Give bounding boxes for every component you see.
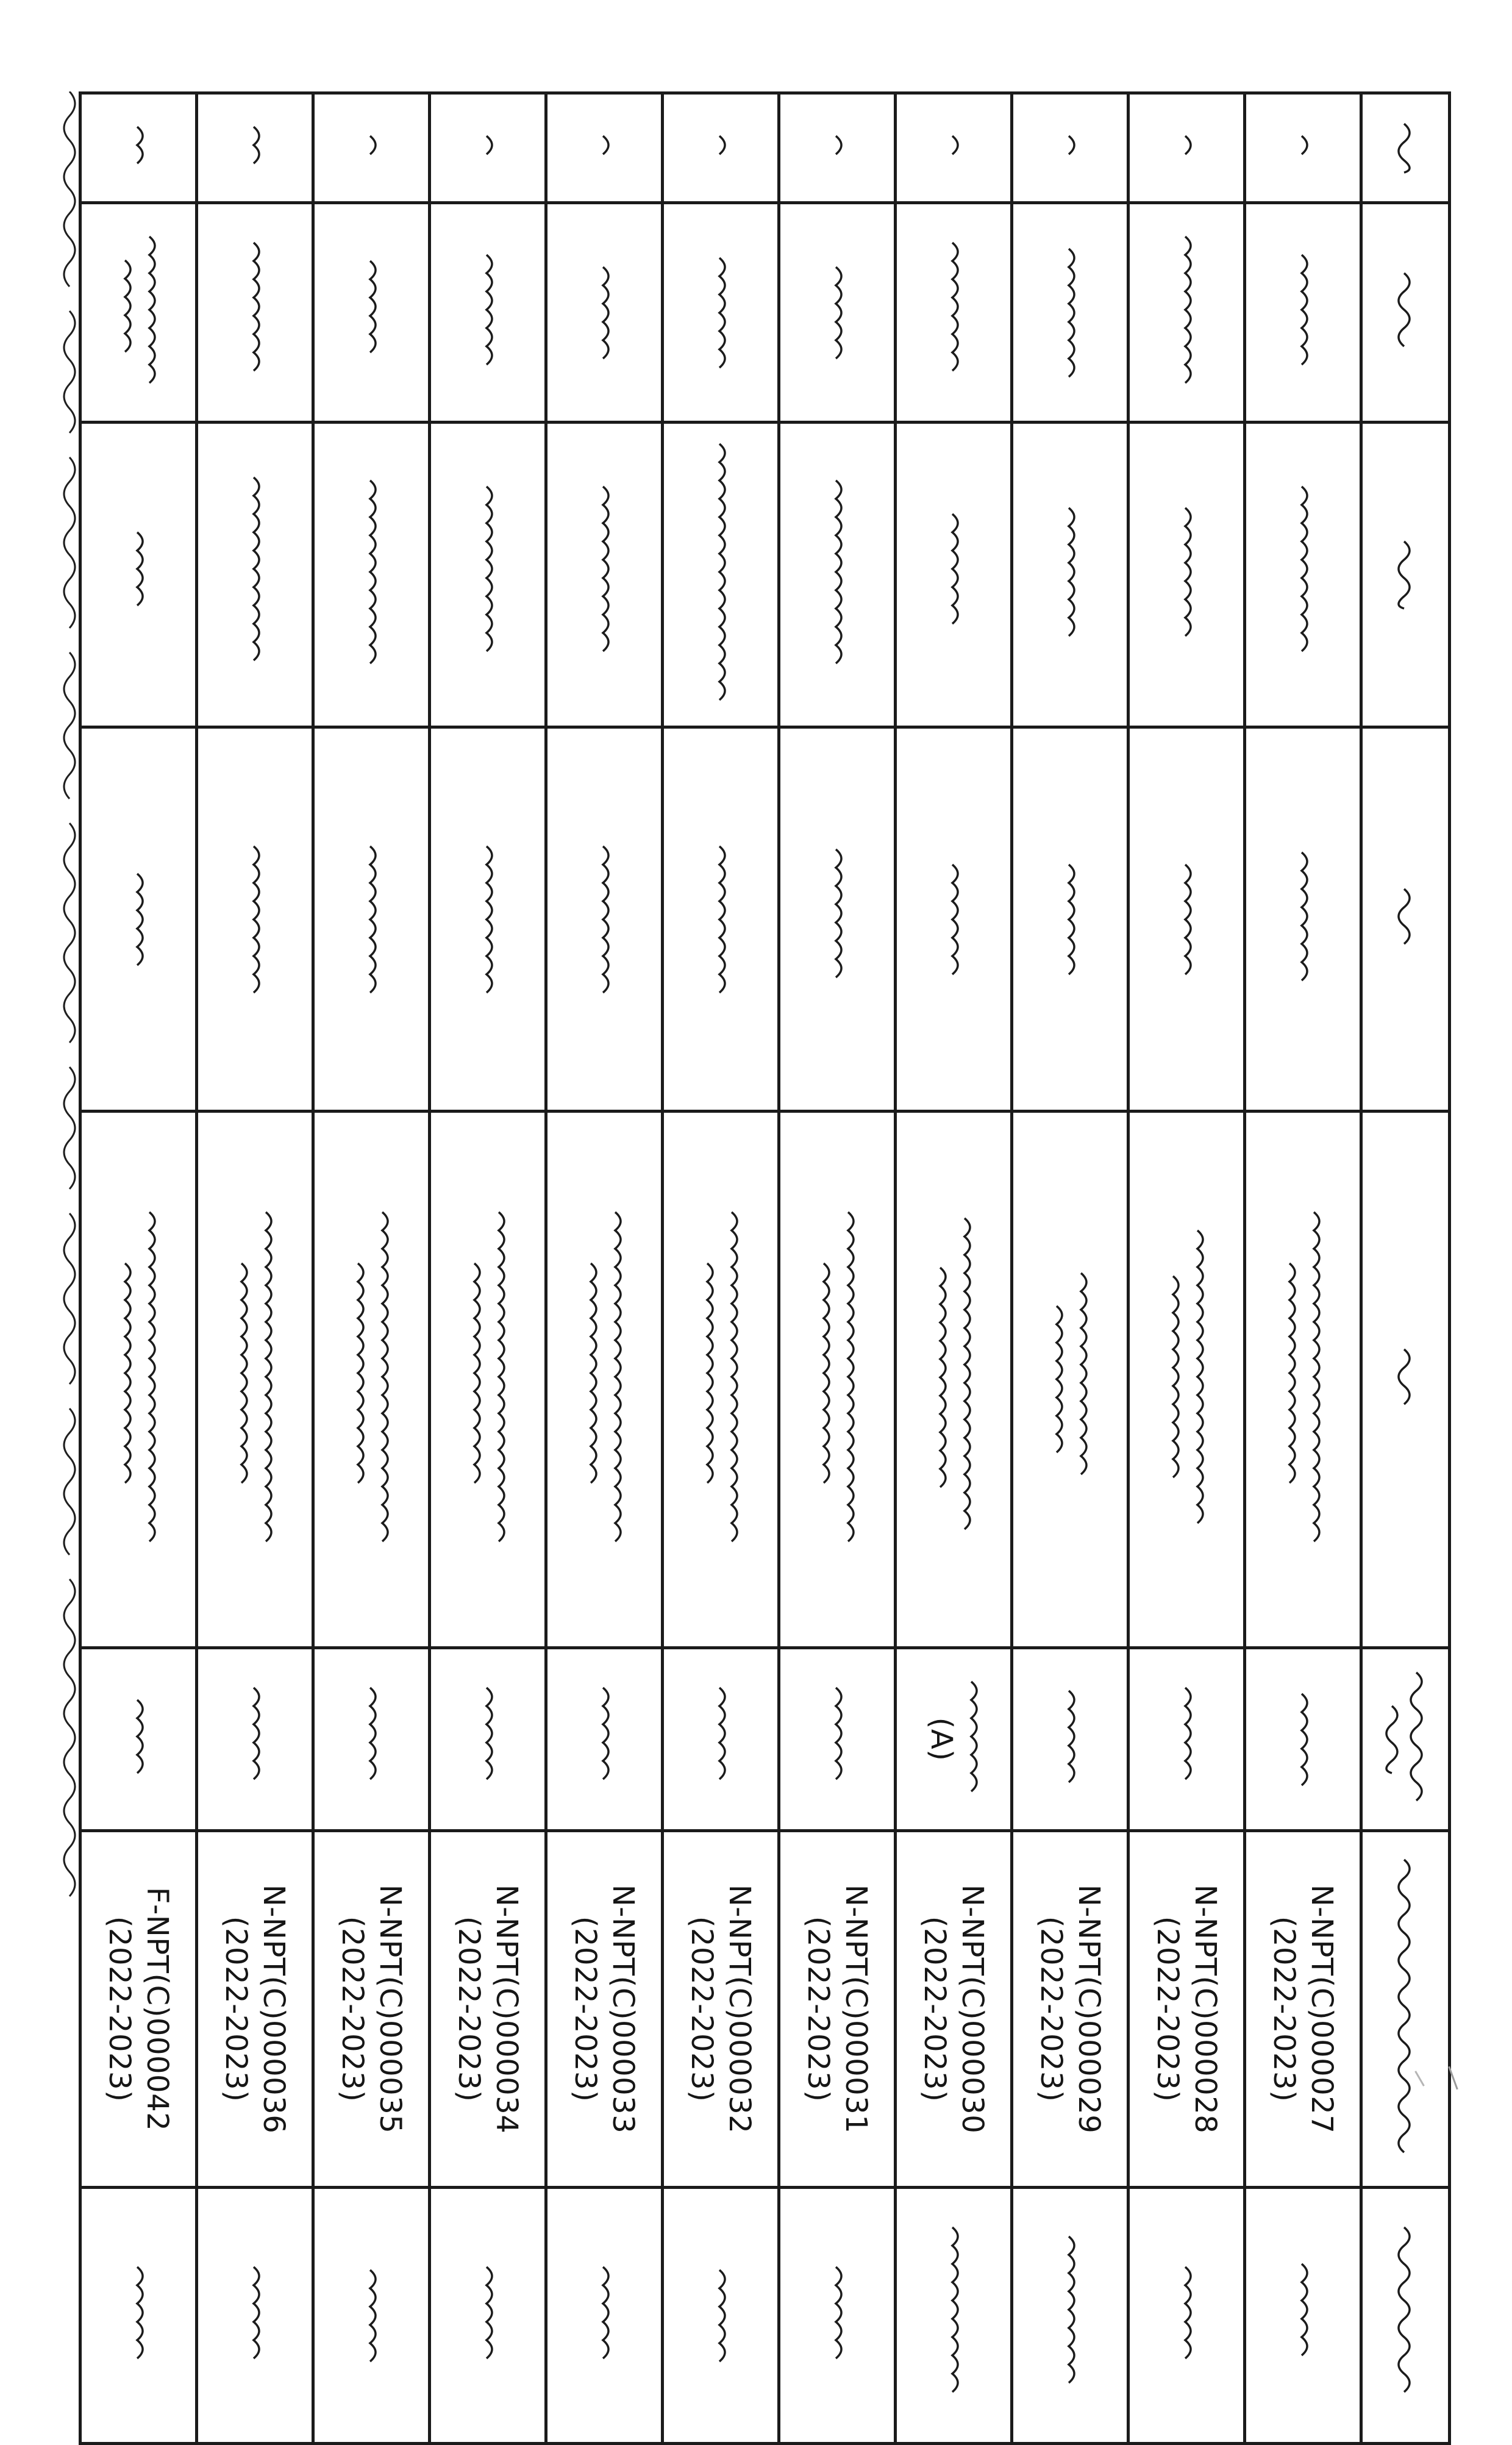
myanmar-text bbox=[1058, 1688, 1082, 1791]
table-row bbox=[896, 93, 1012, 2444]
cell-region bbox=[313, 2188, 430, 2444]
cell-address bbox=[896, 1112, 1012, 1648]
table-row bbox=[1012, 93, 1129, 2444]
cell-school bbox=[80, 423, 197, 727]
license-period: (2022-2023) bbox=[1034, 1916, 1068, 2102]
grade-suffix: (A) bbox=[924, 1717, 958, 1761]
cell-region bbox=[197, 2188, 313, 2444]
cell-name bbox=[779, 203, 896, 423]
myanmar-text bbox=[708, 441, 733, 709]
myanmar-text bbox=[941, 511, 966, 639]
header-name bbox=[1361, 203, 1450, 423]
cell-no bbox=[546, 93, 663, 203]
cell-role bbox=[1012, 727, 1129, 1112]
cell-address bbox=[1012, 1112, 1129, 1648]
cell-address bbox=[197, 1112, 313, 1648]
myanmar-text bbox=[243, 474, 267, 676]
myanmar-text bbox=[243, 1685, 267, 1794]
cell-name bbox=[1245, 203, 1361, 423]
myanmar-text bbox=[1291, 484, 1315, 666]
cell-address bbox=[430, 1112, 546, 1648]
cell-school bbox=[1245, 423, 1361, 727]
cell-no bbox=[779, 93, 896, 203]
cell-grade bbox=[779, 1648, 896, 1831]
cell-no bbox=[1129, 93, 1245, 203]
cell-school bbox=[779, 423, 896, 727]
cell-no bbox=[1012, 93, 1129, 203]
cell-name bbox=[663, 203, 779, 423]
license-period: (2022-2023) bbox=[1150, 1916, 1185, 2102]
myanmar-text bbox=[813, 1260, 837, 1499]
myanmar-text bbox=[359, 2267, 383, 2365]
license-number: N-NPT(C)000032 bbox=[722, 1884, 757, 2134]
cell-name bbox=[896, 203, 1012, 423]
license-period: (2022-2023) bbox=[801, 1916, 835, 2102]
myanmar-text bbox=[347, 1260, 371, 1499]
myanmar-text bbox=[592, 843, 616, 996]
myanmar-text bbox=[960, 1679, 985, 1801]
myanmar-text bbox=[825, 264, 849, 362]
myanmar-text bbox=[230, 1260, 255, 1499]
cell-license bbox=[896, 1831, 1012, 2188]
cell-grade bbox=[313, 1648, 430, 1831]
myanmar-text bbox=[126, 124, 151, 173]
cell-school bbox=[896, 423, 1012, 727]
cell-license bbox=[430, 1831, 546, 2188]
myanmar-text bbox=[941, 133, 966, 163]
myanmar-text bbox=[1186, 1227, 1211, 1532]
myanmar-text bbox=[126, 871, 151, 968]
cell-region bbox=[663, 2188, 779, 2444]
cell-license bbox=[779, 1831, 896, 2188]
myanmar-text bbox=[941, 2224, 966, 2407]
myanmar-text bbox=[1046, 1303, 1070, 1457]
cell-no bbox=[80, 93, 197, 203]
cell-role bbox=[663, 727, 779, 1112]
myanmar-text bbox=[138, 234, 163, 392]
myanmar-text bbox=[359, 133, 383, 163]
cell-grade bbox=[663, 1648, 779, 1831]
cell-name bbox=[313, 203, 430, 423]
cell-name bbox=[1012, 203, 1129, 423]
myanmar-text bbox=[941, 862, 966, 977]
cell-license bbox=[546, 1831, 663, 2188]
cell-school bbox=[1012, 423, 1129, 727]
myanmar-text bbox=[476, 484, 500, 666]
myanmar-text bbox=[371, 1209, 396, 1551]
table-row bbox=[1129, 93, 1245, 2444]
myanmar-text bbox=[1058, 2233, 1082, 2398]
cell-grade bbox=[1129, 1648, 1245, 1831]
myanmar-text bbox=[476, 133, 500, 163]
license-number: F-NPT(C)000042 bbox=[140, 1886, 174, 2132]
myanmar-text bbox=[126, 2264, 151, 2368]
cell-region bbox=[1245, 2188, 1361, 2444]
myanmar-text bbox=[1058, 505, 1082, 645]
cell-no bbox=[896, 93, 1012, 203]
myanmar-text bbox=[476, 1685, 500, 1794]
table-row bbox=[546, 93, 663, 2444]
cell-address bbox=[1129, 1112, 1245, 1648]
myanmar-text bbox=[825, 133, 849, 163]
cell-name bbox=[1129, 203, 1245, 423]
myanmar-text bbox=[1291, 2261, 1315, 2371]
cell-role bbox=[779, 727, 896, 1112]
myanmar-text bbox=[1278, 1260, 1303, 1499]
myanmar-text bbox=[255, 1209, 279, 1551]
myanmar-text bbox=[580, 1260, 604, 1499]
cell-region bbox=[896, 2188, 1012, 2444]
license-number: N-NPT(C)000036 bbox=[257, 1884, 291, 2134]
cell-address bbox=[80, 1112, 197, 1648]
myanmar-text bbox=[476, 843, 500, 996]
cell-address bbox=[313, 1112, 430, 1648]
myanmar-text bbox=[1291, 133, 1315, 163]
cell-grade bbox=[197, 1648, 313, 1831]
header-school bbox=[1361, 423, 1450, 727]
myanmar-text bbox=[1174, 133, 1199, 163]
myanmar-text bbox=[1174, 2264, 1199, 2368]
cell-school bbox=[197, 423, 313, 727]
myanmar-text bbox=[243, 843, 267, 996]
myanmar-text bbox=[1058, 246, 1082, 380]
cell-name bbox=[80, 203, 197, 423]
header-license-no bbox=[1361, 1831, 1450, 2188]
myanmar-text bbox=[708, 255, 733, 371]
myanmar-text bbox=[708, 2267, 733, 2365]
myanmar-text bbox=[476, 252, 500, 374]
license-number: N-NPT(C)000027 bbox=[1305, 1884, 1339, 2134]
header-grade bbox=[1361, 1648, 1450, 1831]
myanmar-text bbox=[592, 133, 616, 163]
cell-school bbox=[1129, 423, 1245, 727]
cell-region bbox=[430, 2188, 546, 2444]
cell-region bbox=[1012, 2188, 1129, 2444]
license-period: (2022-2023) bbox=[335, 1916, 369, 2102]
cell-no bbox=[430, 93, 546, 203]
myanmar-text bbox=[721, 1209, 745, 1551]
myanmar-text bbox=[954, 1215, 978, 1544]
cell-grade bbox=[80, 1648, 197, 1831]
myanmar-text bbox=[114, 1260, 138, 1499]
header-region bbox=[1361, 2188, 1450, 2444]
cell-grade bbox=[430, 1648, 546, 1831]
cell-school bbox=[546, 423, 663, 727]
cell-address bbox=[546, 1112, 663, 1648]
cell-region bbox=[80, 2188, 197, 2444]
license-number: N-NPT(C)000031 bbox=[839, 1884, 873, 2134]
license-period: (2022-2023) bbox=[918, 1916, 952, 2102]
cell-no bbox=[663, 93, 779, 203]
cell-license bbox=[1245, 1831, 1361, 2188]
myanmar-text bbox=[825, 1685, 849, 1794]
license-period: (2022-2023) bbox=[568, 1916, 602, 2102]
myanmar-text bbox=[1174, 862, 1199, 977]
table-row bbox=[779, 93, 896, 2444]
table-row bbox=[663, 93, 779, 2444]
cell-grade bbox=[546, 1648, 663, 1831]
cell-grade bbox=[1245, 1648, 1361, 1831]
cell-role bbox=[1129, 727, 1245, 1112]
cell-role bbox=[313, 727, 430, 1112]
cell-address bbox=[779, 1112, 896, 1648]
cell-name bbox=[197, 203, 313, 423]
registration-table bbox=[79, 91, 1451, 2445]
table-row bbox=[313, 93, 430, 2444]
myanmar-text bbox=[825, 477, 849, 673]
table-row bbox=[197, 93, 313, 2444]
cell-school bbox=[430, 423, 546, 727]
myanmar-text bbox=[592, 2264, 616, 2368]
cell-role bbox=[896, 727, 1012, 1112]
myanmar-text bbox=[1058, 133, 1082, 163]
cell-role bbox=[197, 727, 313, 1112]
cell-grade bbox=[896, 1648, 1012, 1831]
myanmar-text bbox=[837, 1209, 861, 1551]
license-period: (2022-2023) bbox=[452, 1916, 486, 2102]
cell-address bbox=[663, 1112, 779, 1648]
myanmar-text bbox=[708, 1685, 733, 1794]
license-number: N-NPT(C)000030 bbox=[955, 1884, 990, 2134]
myanmar-text bbox=[1291, 849, 1315, 990]
cell-role bbox=[430, 727, 546, 1112]
cell-region bbox=[779, 2188, 896, 2444]
cell-school bbox=[663, 423, 779, 727]
myanmar-text bbox=[696, 1260, 721, 1499]
cell-school bbox=[313, 423, 430, 727]
license-period: (2022-2023) bbox=[102, 1916, 137, 2102]
myanmar-text bbox=[488, 1209, 512, 1551]
myanmar-text bbox=[1174, 1685, 1199, 1794]
header-row bbox=[1361, 93, 1450, 2444]
myanmar-text bbox=[1174, 234, 1199, 392]
cell-role bbox=[1245, 727, 1361, 1112]
myanmar-text bbox=[359, 477, 383, 673]
cell-license bbox=[663, 1831, 779, 2188]
myanmar-text bbox=[1291, 252, 1315, 374]
license-period: (2022-2023) bbox=[685, 1916, 719, 2102]
table-row bbox=[430, 93, 546, 2444]
table-row bbox=[80, 93, 197, 2444]
myanmar-text bbox=[592, 484, 616, 666]
cell-license bbox=[80, 1831, 197, 2188]
license-period: (2022-2023) bbox=[219, 1916, 253, 2102]
header-role bbox=[1361, 727, 1450, 1112]
license-period: (2022-2023) bbox=[1267, 1916, 1301, 2102]
cell-grade bbox=[1012, 1648, 1129, 1831]
cell-role bbox=[80, 727, 197, 1112]
myanmar-text bbox=[1058, 862, 1082, 977]
myanmar-text bbox=[592, 264, 616, 362]
cell-no bbox=[197, 93, 313, 203]
license-number: N-NPT(C)000028 bbox=[1188, 1884, 1222, 2134]
myanmar-text bbox=[126, 1697, 151, 1782]
myanmar-text bbox=[126, 529, 151, 621]
myanmar-text bbox=[708, 843, 733, 996]
license-number: N-NPT(C)000033 bbox=[606, 1884, 640, 2134]
myanmar-text bbox=[708, 133, 733, 163]
myanmar-text bbox=[243, 2264, 267, 2368]
cell-name bbox=[430, 203, 546, 423]
myanmar-text bbox=[1174, 505, 1199, 645]
cell-license bbox=[313, 1831, 430, 2188]
license-number: N-NPT(C)000034 bbox=[490, 1884, 524, 2134]
myanmar-text bbox=[929, 1265, 954, 1495]
table-row bbox=[1245, 93, 1361, 2444]
cell-no bbox=[313, 93, 430, 203]
myanmar-text bbox=[592, 1685, 616, 1794]
license-number: N-NPT(C)000035 bbox=[373, 1884, 407, 2134]
myanmar-text bbox=[463, 1260, 488, 1499]
myanmar-text bbox=[359, 843, 383, 996]
myanmar-text bbox=[941, 240, 966, 386]
myanmar-text bbox=[1070, 1270, 1094, 1490]
myanmar-text bbox=[476, 2264, 500, 2368]
myanmar-text bbox=[1303, 1209, 1327, 1551]
header-address bbox=[1361, 1112, 1450, 1648]
cell-role bbox=[546, 727, 663, 1112]
myanmar-text bbox=[243, 124, 267, 173]
myanmar-text bbox=[138, 1209, 163, 1551]
myanmar-text bbox=[825, 846, 849, 993]
myanmar-text bbox=[1162, 1273, 1186, 1487]
cell-region bbox=[1129, 2188, 1245, 2444]
cell-region bbox=[546, 2188, 663, 2444]
cell-license bbox=[1012, 1831, 1129, 2188]
cell-no bbox=[1245, 93, 1361, 203]
myanmar-text bbox=[825, 2264, 849, 2368]
cell-address bbox=[1245, 1112, 1361, 1648]
myanmar-text bbox=[1291, 1691, 1315, 1788]
license-number: N-NPT(C)000029 bbox=[1072, 1884, 1106, 2134]
header-no bbox=[1361, 93, 1450, 203]
myanmar-text bbox=[604, 1209, 629, 1551]
cell-license bbox=[197, 1831, 313, 2188]
myanmar-text bbox=[243, 240, 267, 386]
myanmar-text bbox=[359, 1685, 383, 1794]
myanmar-text bbox=[359, 258, 383, 368]
cell-license bbox=[1129, 1831, 1245, 2188]
myanmar-text bbox=[114, 257, 138, 368]
cell-name bbox=[546, 203, 663, 423]
